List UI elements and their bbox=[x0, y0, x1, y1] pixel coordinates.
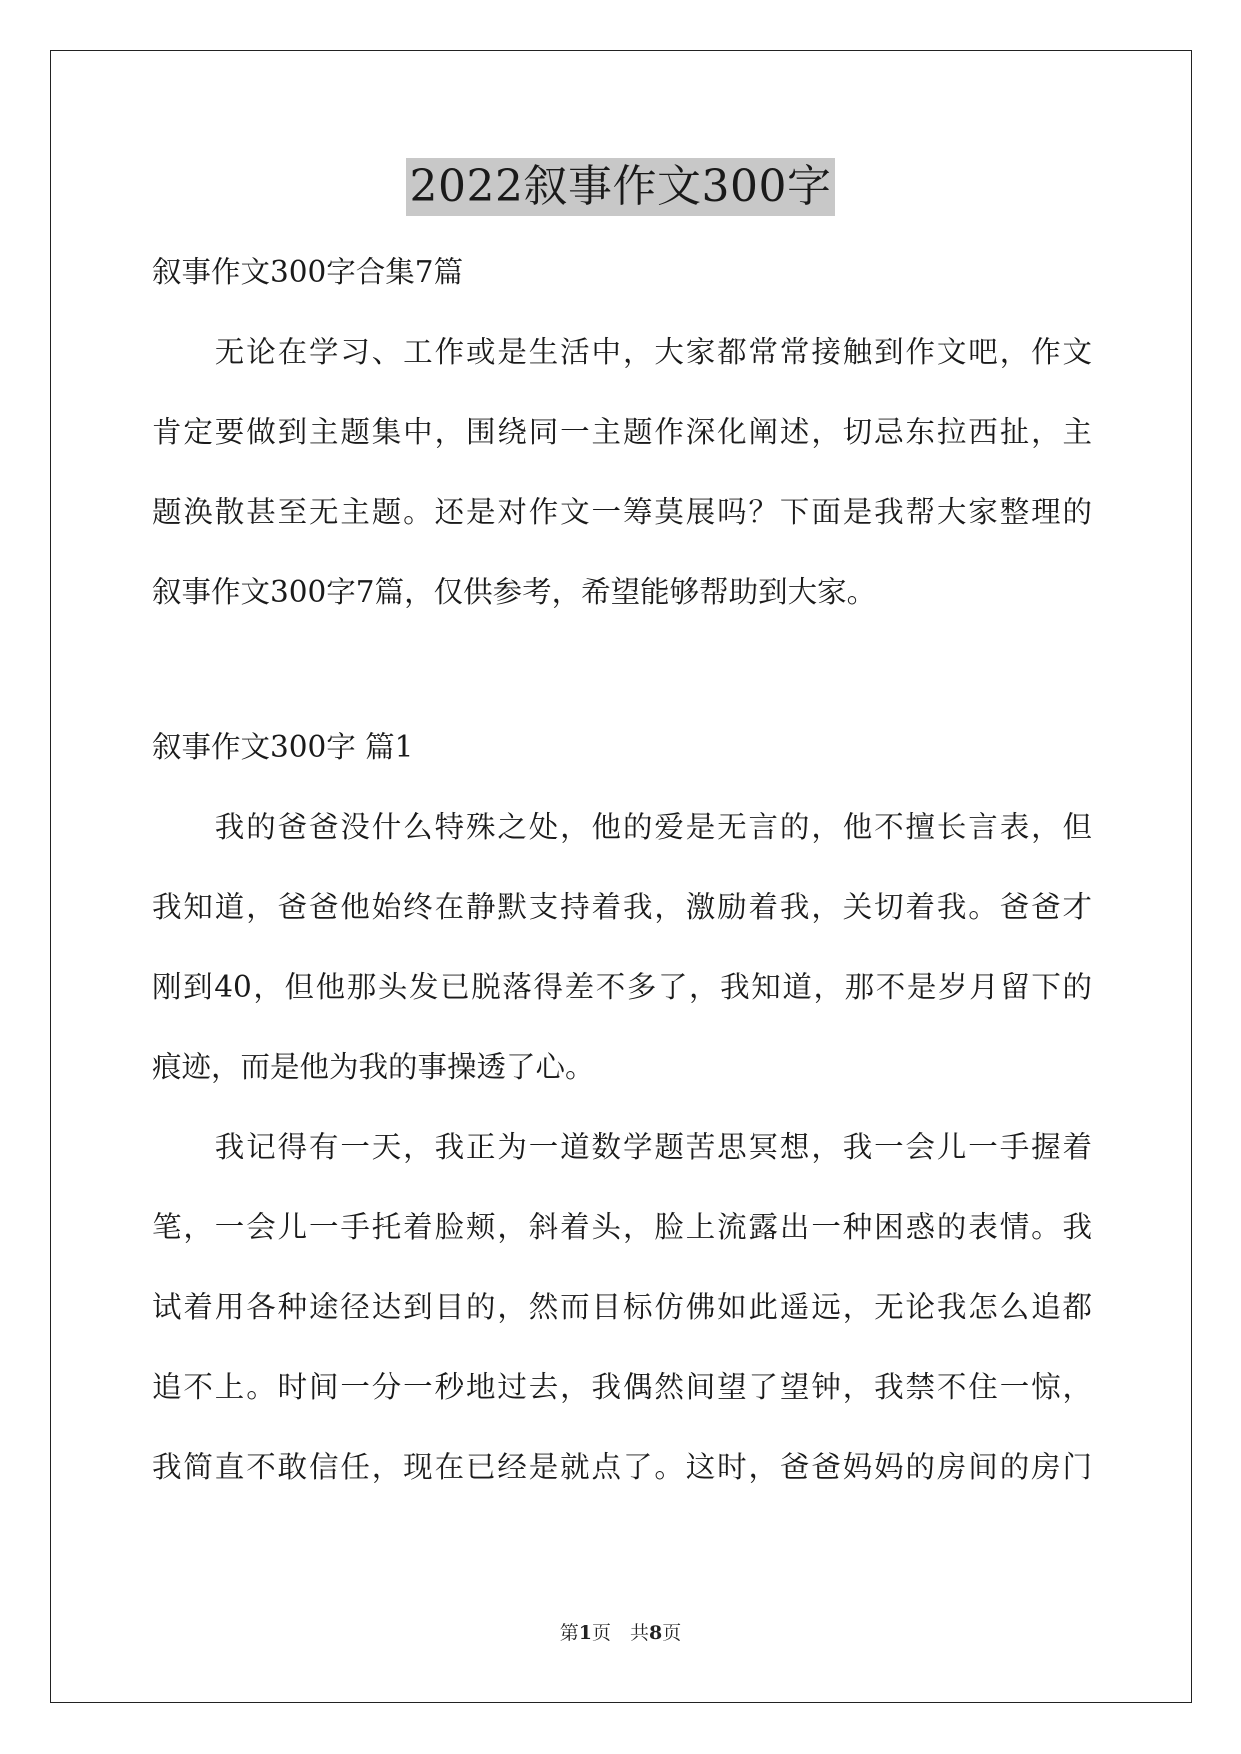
page-total: 8 bbox=[649, 1622, 663, 1644]
intro-paragraph bbox=[152, 312, 1092, 632]
paragraph-line: 笔，一会儿一手托着脸颊，斜着头，脸上流露出一种困惑的表情。我 bbox=[152, 1210, 1092, 1244]
paragraph-line: 刚到40，但他那头发已脱落得差不多了，我知道，那不是岁月留下的 bbox=[152, 970, 1092, 1004]
document-title: 2022叙事作文300字 bbox=[406, 158, 836, 216]
paragraph-1 bbox=[152, 787, 1092, 1107]
title-container bbox=[0, 158, 1241, 216]
paragraph-line: 我的爸爸没什么特殊之处，他的爱是无言的，他不擅长言表，但 bbox=[152, 810, 1092, 844]
page-footer bbox=[0, 1618, 1241, 1645]
page-current: 1 bbox=[578, 1622, 592, 1644]
paragraph-line: 我记得有一天，我正为一道数学题苦思冥想，我一会儿一手握着 bbox=[152, 1130, 1092, 1164]
section-heading: 叙事作文300字 篇1 bbox=[152, 730, 414, 764]
page-suffix: 页 bbox=[662, 1622, 682, 1644]
page-mid: 页 共 bbox=[591, 1622, 649, 1644]
intro-line: 无论在学习、工作或是生活中，大家都常常接触到作文吧，作文 bbox=[152, 335, 1092, 369]
paragraph-line: 我知道，爸爸他始终在静默支持着我，激励着我，关切着我。爸爸才 bbox=[152, 890, 1092, 924]
paragraph-2 bbox=[152, 1107, 1092, 1507]
document-subtitle: 叙事作文300字合集7篇 bbox=[152, 255, 464, 289]
intro-line: 肯定要做到主题集中，围绕同一主题作深化阐述，切忌东拉西扯，主 bbox=[152, 415, 1092, 449]
document-body bbox=[152, 232, 1092, 1507]
paragraph-line: 试着用各种途径达到目的，然而目标仿佛如此遥远，无论我怎么追都 bbox=[152, 1290, 1092, 1324]
paragraph-line: 追不上。时间一分一秒地过去，我偶然间望了望钟，我禁不住一惊， bbox=[152, 1370, 1092, 1404]
intro-line: 叙事作文300字7篇，仅供参考，希望能够帮助到大家。 bbox=[152, 575, 877, 609]
intro-line: 题涣散甚至无主题。还是对作文一筹莫展吗？下面是我帮大家整理的 bbox=[152, 495, 1092, 529]
page-prefix: 第 bbox=[559, 1622, 579, 1644]
paragraph-line: 我简直不敢信任，现在已经是就点了。这时，爸爸妈妈的房间的房门 bbox=[152, 1450, 1092, 1484]
paragraph-line: 痕迹，而是他为我的事操透了心。 bbox=[152, 1050, 595, 1084]
section-gap bbox=[152, 632, 1092, 707]
